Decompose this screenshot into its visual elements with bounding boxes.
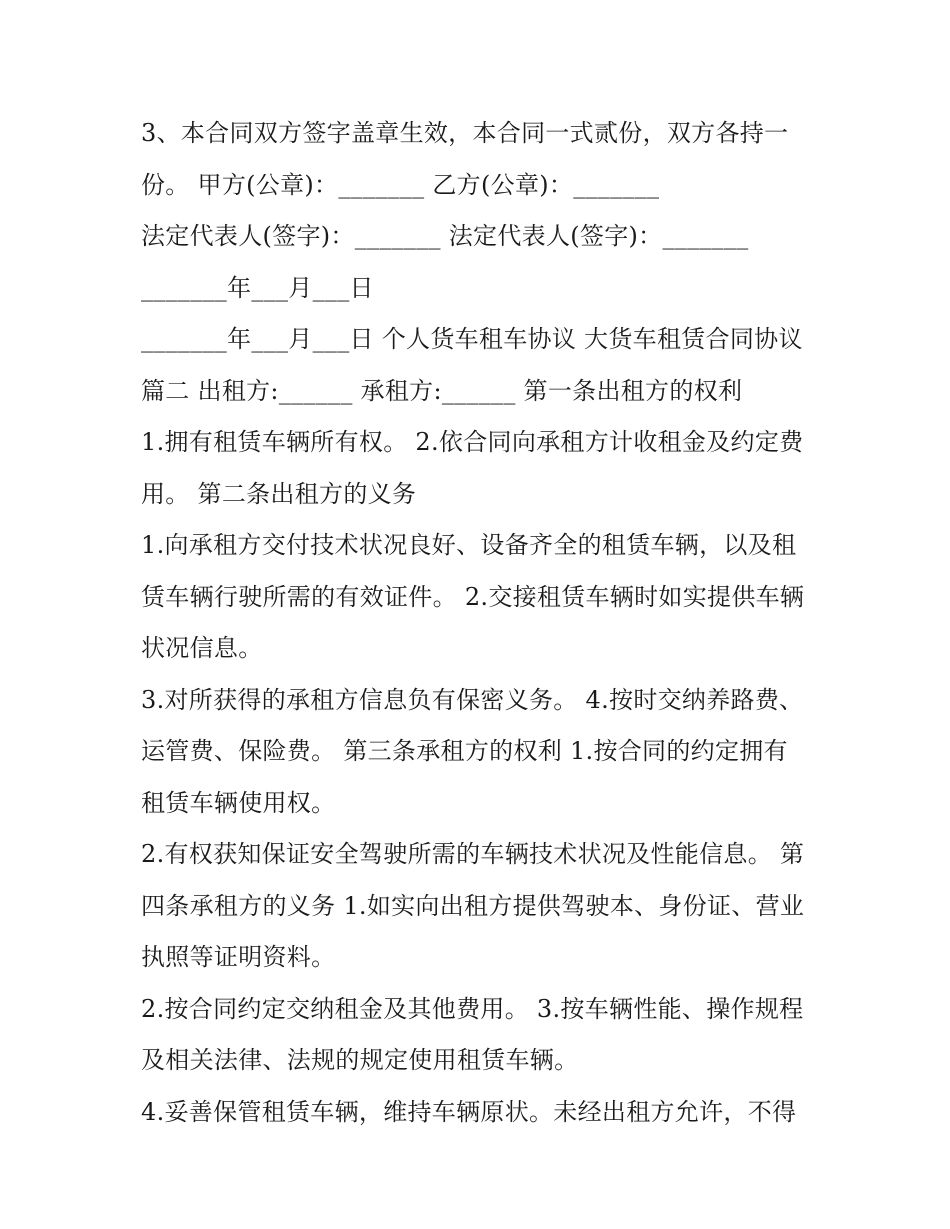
text-line: 状况信息。	[141, 634, 263, 662]
text-line: 1.拥有租赁车辆所有权。 2.依合同向承租方计收租金及约定费	[141, 428, 804, 456]
document-body	[141, 108, 831, 1138]
text-line: 赁车辆行驶所需的有效证件。 2.交接租赁车辆时如实提供车辆	[141, 582, 805, 611]
text-line: 租赁车辆使用权。	[141, 788, 336, 817]
text-line: 份。 甲方(公章)：_______ 乙方(公章)：_______	[141, 170, 660, 199]
text-line: _______年___月___日	[141, 273, 374, 302]
text-line: 4.妥善保管租赁车辆，维持车辆原状。未经出租方允许，不得	[141, 1097, 797, 1126]
text-line: 3、本合同双方签字盖章生效，本合同一式贰份，双方各持一	[141, 119, 789, 147]
text-line: 及相关法律、法规的规定使用租赁车辆。	[141, 1046, 579, 1074]
text-line: 1.向承租方交付技术状况良好、设备齐全的租赁车辆，以及租	[141, 531, 797, 559]
text-line: 2.按合同约定交纳租金及其他费用。 3.按车辆性能、操作规程	[141, 994, 804, 1023]
text-line: 篇二 出租方:______ 承租方:______ 第一条出租方的权利	[141, 376, 743, 405]
text-line: 法定代表人(签字)：_______ 法定代表人(签字)：_______	[141, 222, 749, 250]
text-line: 运管费、保险费。 第三条承租方的权利 1.按合同的约定拥有	[141, 737, 788, 765]
text-line: 用。 第二条出租方的义务	[141, 479, 417, 508]
text-line: 四条承租方的义务 1.如实向出租方提供驾驶本、身份证、营业	[141, 891, 805, 920]
text-line: _______年___月___日 个人货车租车协议 大货车租赁合同协议	[141, 325, 803, 353]
text-line: 执照等证明资料。	[141, 943, 336, 971]
text-line: 3.对所获得的承租方信息负有保密义务。 4.按时交纳养路费、	[141, 685, 804, 714]
text-line: 2.有权获知保证安全驾驶所需的车辆技术状况及性能信息。 第	[141, 840, 805, 868]
